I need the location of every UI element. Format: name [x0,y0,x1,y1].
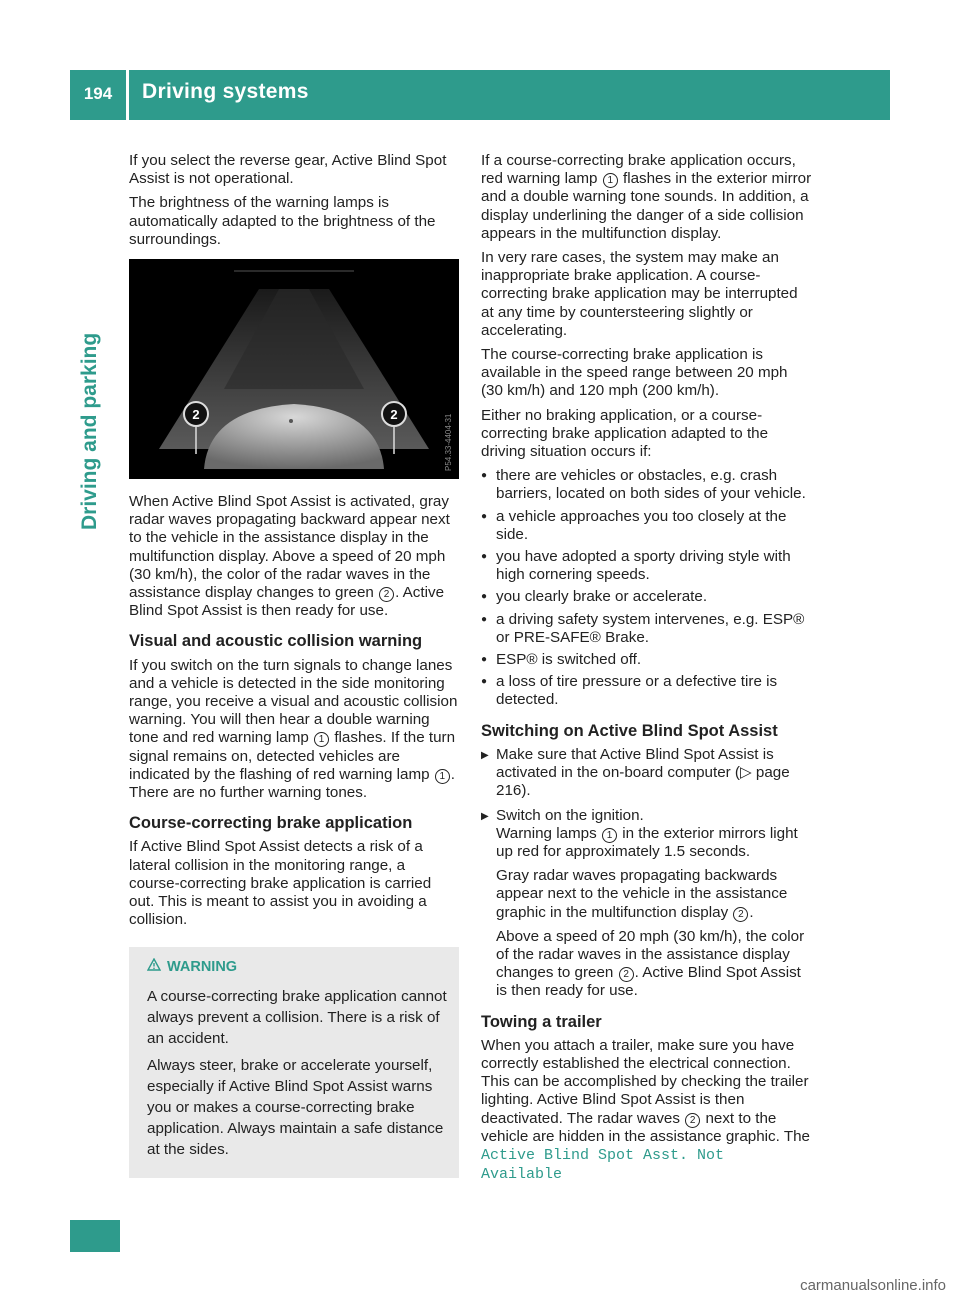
list-item: ● a loss of tire pressure or a defective tire is detected. [481,673,812,709]
marker-2-icon: 2 [379,587,394,602]
condition-list [481,467,812,709]
paragraph: The course-correcting brake application is available in the speed range between 20 mph (30 km/h) and 120 mph (200 km/h). [481,346,788,400]
marker-label: 2 [390,407,398,423]
warning-box [129,947,459,1178]
assistance-graphic [129,259,459,479]
figure-code: P54.33-4404-31 [444,413,453,472]
list-item: ● a vehicle approaches you too closely at the side. [481,508,812,544]
paragraph: When you attach a trailer, make sure you have correctly established the electrical connection. This can be accomplished by checking the trailer lighting. Active Blind Spot Assist is then deactivated. The radar waves 2 next to the vehicle are hidden in the assistance graphic. The Active Blind Spot Asst. Not Available [481,1036,810,1184]
display-message: Active Blind Spot Asst. Not Available [481,1146,725,1184]
section-heading: Visual and acoustic collision warning [129,632,423,651]
paragraph: In very rare cases, the system may make an inappropriate brake application. A course-correcting brake application may be interrupted at any time by countersteering slightly or accelerating. [481,249,798,339]
side-section-label: Driving and parking [78,332,101,530]
list-item: ● you clearly brake or accelerate. [481,588,812,606]
instruction-steps [481,746,812,1001]
paragraph: Either no braking application, or a course-correcting brake application adapted to the driving situation occurs if: [481,406,769,461]
warning-heading: WARNING [147,957,447,978]
paragraph: If Active Blind Spot Assist detects a risk of a lateral collision in the monitoring range, a course-correcting brake application is carried out. This is meant to assist you in avoiding a collision. [129,838,432,929]
section-heading: Towing a trailer [481,1012,602,1031]
side-tab-marker [70,1220,120,1252]
list-item: ● there are vehicles or obstacles, e.g. crash barriers, located on both sides of your vehicle. [481,467,812,503]
assistance-display-figure [129,259,459,479]
section-heading: Course-correcting brake application [129,814,413,833]
watermark: carmanualsonline.info [800,1277,946,1294]
warning-triangle-icon [147,957,161,978]
page-number: 194 [83,84,113,103]
paragraph: The brightness of the warning lamps is automatically adapted to the brightness of the surroundings. [129,194,436,248]
marker-1-icon: 1 [603,173,618,188]
right-column [481,152,812,1190]
marker-1-icon: 1 [602,828,617,843]
header-divider [126,70,129,120]
list-item: ● ESP® is switched off. [481,651,812,669]
warning-text: A course-correcting brake application cannot always prevent a collision. There is a risk of an accident. [147,988,447,1048]
marker-1-icon: 1 [314,732,329,747]
paragraph: If you select the reverse gear, Active Blind Spot Assist is not operational. [129,152,447,188]
page-title: Driving systems [142,80,309,103]
paragraph: If a course-correcting brake application occurs, red warning lamp 1 flashes in the exterior mirror and a double warning tone sounds. In addition, a display underlining the danger of a side collision appears in the multifunction display. [481,152,812,242]
marker-2-icon: 2 [685,1113,700,1128]
left-column [129,152,459,1178]
marker-2-icon: 2 [619,967,634,982]
marker-label: 2 [192,407,200,423]
marker-2-icon: 2 [733,907,748,922]
step-item: ▶ Switch on the ignition. Warning lamps 1 in the exterior mirrors light up red for approximately 1.5 seconds. Gray radar waves propagating backwards appear next to the vehicle in the assistance graphic in the multifunction display 2 . Above a speed of 20 mph (30 km/h), the color of the radar waves in the assistance display changes to green 2 . Active Blind Spot Assist is then ready for use. [481,807,812,1001]
warning-text: Always steer, brake or accelerate yourself, especially if Active Blind Spot Assist warns you or makes a course-correcting brake application. Always maintain a safe distance at the sides. [147,1057,444,1159]
list-item: ● you have adopted a sporty driving style with high cornering speeds. [481,548,812,584]
paragraph: When Active Blind Spot Assist is activated, gray radar waves propagating backward appear next to the vehicle in the assistance display in the multifunction display. Above a speed of 20 mph (30 km/h), the color of the radar waves in the assistance display changes to green 2 . Active Blind Spot Assist is then ready for use. [129,493,450,620]
step-item: ▶ Make sure that Active Blind Spot Assist is activated in the on-board computer (▷ page 216). [481,746,812,801]
section-heading: Switching on Active Blind Spot Assist [481,721,778,740]
list-item: ● a driving safety system intervenes, e.g. ESP® or PRE-SAFE® Brake. [481,611,812,647]
marker-1-icon: 1 [435,769,450,784]
paragraph: If you switch on the turn signals to change lanes and a vehicle is detected in the side monitoring range, you receive a visual and acoustic collision warning. You will then hear a double warning tone and red warning lamp 1 flashes. If the turn signal remains on, detected vehicles are indicated by the flashing of red warning lamp 1 . There are no further warning tones. [129,656,458,802]
